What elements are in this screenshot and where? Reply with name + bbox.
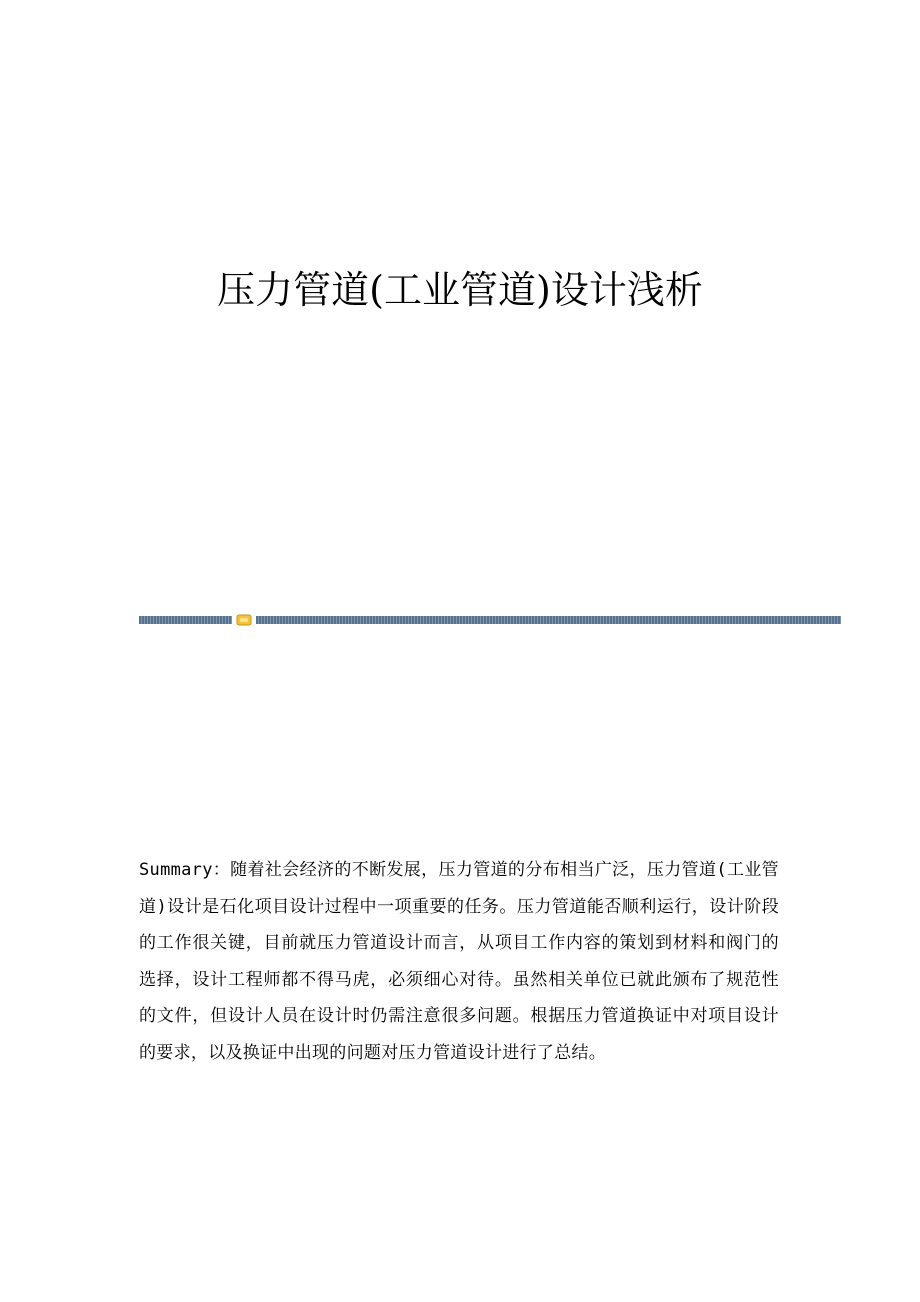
document-title: 压力管道(工业管道)设计浅析: [217, 268, 703, 312]
divider-bar-left: [139, 616, 232, 624]
section-divider: [139, 614, 841, 626]
summary-label: Summary：: [139, 860, 231, 880]
summary-paragraph: [139, 852, 779, 1071]
summary-text: 随着社会经济的不断发展，压力管道的分布相当广泛，压力管道(工业管道)设计是石化项目设计过程中一项重要的任务。压力管道能否顺利运行，设计阶段的工作很关键，目前就压力管道设计而言，从项目工作内容的策划到材料和阀门的选择，设计工程师都不得马虎，必须细心对待。虽然相关单位已就此颁布了规范性的文件，但设计人员在设计时仍需注意很多问题。根据压力管道换证中对项目设计的要求，以及换证中出现的问题对压力管道设计进行了总结。: [139, 860, 779, 1063]
ornament-gem-icon: [236, 614, 252, 626]
divider-bar-right: [256, 616, 841, 624]
